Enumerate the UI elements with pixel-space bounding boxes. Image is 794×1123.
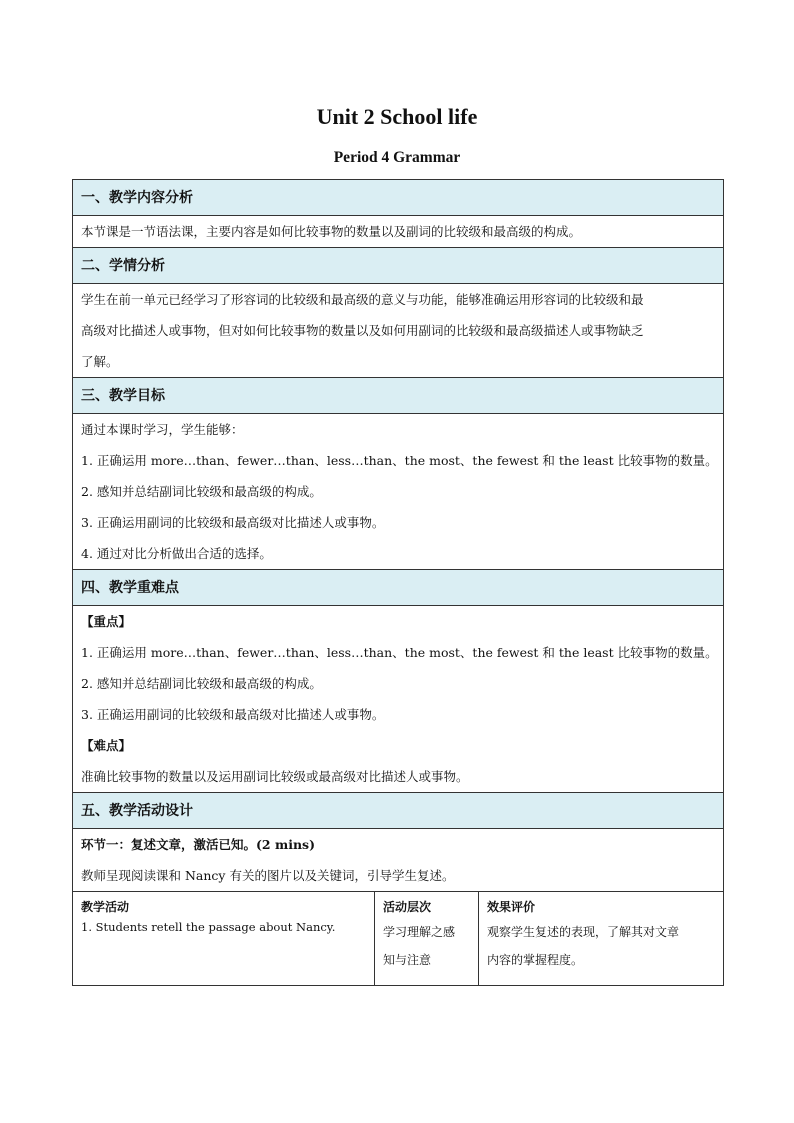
evaluation-column (479, 892, 723, 985)
difficult-point-item: 准确比较事物的数量以及运用副词比较级或最高级对比描述人或事物。 (81, 769, 469, 784)
step-description: 教师呈现阅读课和 Nancy 有关的图片以及关键词，引导学生复述。 (81, 868, 455, 883)
level-column (375, 892, 479, 985)
activity-column-text: 1. Students retell the passage about Nancy. (81, 920, 336, 934)
section-header-content-analysis: 一、教学内容分析 (73, 180, 723, 216)
key-point-item: 2. 感知并总结副词比较级和最高级的构成。 (81, 676, 322, 691)
section-body-key-points (73, 606, 723, 793)
text-line: 本节课是一节语法课，主要内容是如何比较事物的数量以及副词的比较级和最高级的构成。 (81, 224, 582, 239)
text-line: 通过本课时学习，学生能够： (81, 422, 244, 437)
section-header-teaching-objectives: 三、教学目标 (73, 378, 723, 414)
section-body-content-analysis (73, 216, 723, 248)
key-point-item: 3. 正确运用副词的比较级和最高级对比描述人或事物。 (81, 707, 385, 722)
evaluation-column-text: 观察学生复述的表现，了解其对文章 (487, 925, 680, 939)
step-title: 环节一：复述文章，激活已知。(2 mins) (81, 837, 315, 852)
activity-grid (73, 892, 723, 986)
section-body-teaching-objectives (73, 414, 723, 570)
section-header-activity-design: 五、教学活动设计 (73, 793, 723, 829)
text-line: 高级对比描述人或事物，但对如何比较事物的数量以及如何用副词的比较级和最高级描述人或事物缺乏 (81, 323, 644, 338)
difficult-points-label: 【难点】 (81, 738, 132, 753)
text-line: 了解。 (81, 354, 119, 369)
objective-item: 4. 通过对比分析做出合适的选择。 (81, 546, 272, 561)
section-body-activity-design (73, 829, 723, 892)
objective-item: 2. 感知并总结副词比较级和最高级的构成。 (81, 484, 322, 499)
activity-column (73, 892, 375, 985)
evaluation-column-header: 效果评价 (487, 900, 536, 914)
activity-column-header: 教学活动 (81, 900, 130, 914)
evaluation-column-text: 内容的掌握程度。 (487, 953, 584, 967)
lesson-plan-table (72, 179, 724, 986)
level-column-header: 活动层次 (383, 900, 432, 914)
section-header-key-points: 四、教学重难点 (73, 570, 723, 606)
objective-item: 3. 正确运用副词的比较级和最高级对比描述人或事物。 (81, 515, 385, 530)
section-body-student-analysis (73, 284, 723, 378)
document-title: Unit 2 School life (316, 104, 478, 129)
level-column-text: 学习理解之感 (383, 925, 456, 939)
key-points-label: 【重点】 (81, 614, 132, 629)
section-header-student-analysis: 二、学情分析 (73, 248, 723, 284)
key-point-item: 1. 正确运用 more…than、fewer…than、less…than、the most、the fewest 和 the least 比较事物的数量。 (81, 645, 718, 660)
document-subtitle: Period 4 Grammar (333, 149, 461, 166)
objective-item: 1. 正确运用 more…than、fewer…than、less…than、the most、the fewest 和 the least 比较事物的数量。 (81, 453, 718, 468)
text-line: 学生在前一单元已经学习了形容词的比较级和最高级的意义与功能，能够准确运用形容词的比较级和最 (81, 292, 644, 307)
level-column-text: 知与注意 (383, 953, 432, 967)
